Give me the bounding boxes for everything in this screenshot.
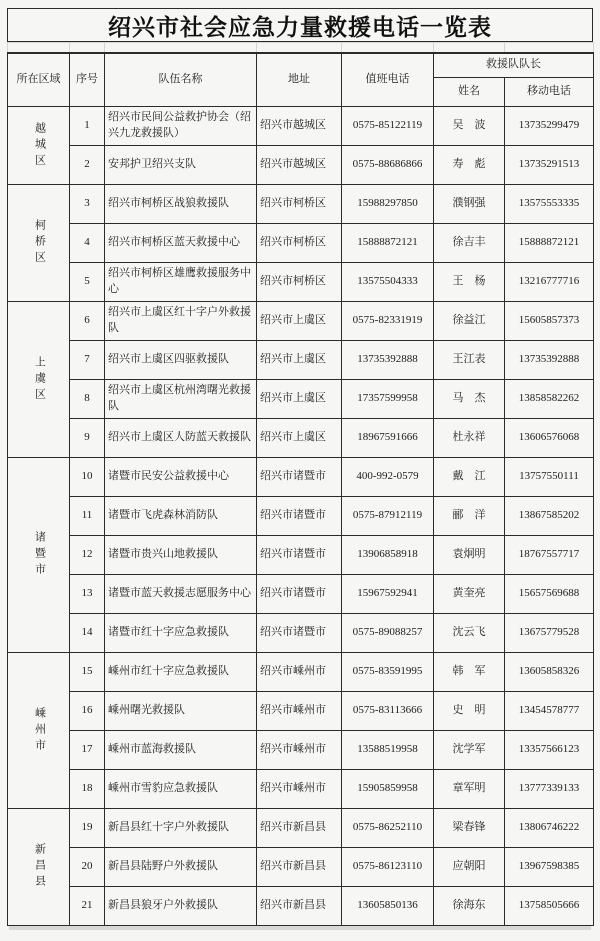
captain-name-cell: 戴 江 [434,458,505,497]
team-cell: 诸暨市民安公益救援中心 [105,458,257,497]
seq-cell: 19 [70,809,105,848]
captain-name-cell: 郦 洋 [434,497,505,536]
team-cell: 绍兴市上虞区人防蓝天救援队 [105,419,257,458]
captain-mobile-cell: 13357566123 [505,731,594,770]
duty-phone-cell: 0575-85122119 [342,107,434,146]
team-row [8,848,594,887]
captain-mobile-cell: 13967598385 [505,848,594,887]
seq-cell: 21 [70,887,105,926]
team-row [8,575,594,614]
captain-name-cell: 史 明 [434,692,505,731]
spacer-row [8,43,594,53]
captain-mobile-cell: 13575553335 [505,185,594,224]
captain-mobile-cell: 13606576068 [505,419,594,458]
duty-phone-cell: 17357599958 [342,380,434,419]
captain-name-cell: 马 杰 [434,380,505,419]
captain-mobile-cell: 13758505666 [505,887,594,926]
rescue-phone-table [7,42,594,926]
address-cell: 绍兴市柯桥区 [257,185,342,224]
team-row [8,380,594,419]
captain-name-cell: 徐益江 [434,302,505,341]
team-row [8,458,594,497]
captain-mobile-cell: 13454578777 [505,692,594,731]
duty-phone-cell: 0575-83113666 [342,692,434,731]
duty-phone-cell: 13605850136 [342,887,434,926]
team-row [8,731,594,770]
header-seq: 序号 [70,53,105,107]
team-cell: 诸暨市蓝天救援志愿服务中心 [105,575,257,614]
seq-cell: 4 [70,224,105,263]
team-row [8,146,594,185]
region-cell: 上虞区 [8,302,70,458]
team-cell: 绍兴市柯桥区雄鹰救援服务中心 [105,263,257,302]
team-cell: 嵊州曙光救援队 [105,692,257,731]
duty-phone-cell: 15888872121 [342,224,434,263]
captain-name-cell: 袁炯明 [434,536,505,575]
seq-cell: 2 [70,146,105,185]
captain-mobile-cell: 15657569688 [505,575,594,614]
captain-name-cell: 王江表 [434,341,505,380]
captain-name-cell: 吴 波 [434,107,505,146]
table-bottom-shadow [9,926,591,930]
captain-name-cell: 章军明 [434,770,505,809]
captain-name-cell: 徐吉丰 [434,224,505,263]
captain-mobile-cell: 13735291513 [505,146,594,185]
seq-cell: 20 [70,848,105,887]
team-row [8,770,594,809]
duty-phone-cell: 0575-83591995 [342,653,434,692]
team-cell: 新昌县红十字户外救援队 [105,809,257,848]
captain-name-cell: 杜永祥 [434,419,505,458]
team-cell: 嵊州市雪豹应急救援队 [105,770,257,809]
captain-mobile-cell: 13757550111 [505,458,594,497]
header-team: 队伍名称 [105,53,257,107]
duty-phone-cell: 0575-86252110 [342,809,434,848]
team-row [8,224,594,263]
address-cell: 绍兴市嵊州市 [257,770,342,809]
seq-cell: 3 [70,185,105,224]
captain-name-cell: 徐海东 [434,887,505,926]
address-cell: 绍兴市新昌县 [257,848,342,887]
captain-mobile-cell: 13675779528 [505,614,594,653]
captain-name-cell: 韩 军 [434,653,505,692]
address-cell: 绍兴市新昌县 [257,809,342,848]
address-cell: 绍兴市诸暨市 [257,536,342,575]
address-cell: 绍兴市诸暨市 [257,458,342,497]
team-row [8,497,594,536]
team-cell: 新昌县陆野户外救援队 [105,848,257,887]
header-address: 地址 [257,53,342,107]
team-row [8,809,594,848]
team-row [8,185,594,224]
seq-cell: 1 [70,107,105,146]
duty-phone-cell: 18967591666 [342,419,434,458]
seq-cell: 8 [70,380,105,419]
seq-cell: 18 [70,770,105,809]
captain-name-cell: 王 杨 [434,263,505,302]
header-captain-name: 姓名 [434,78,505,107]
captain-mobile-cell: 13806746222 [505,809,594,848]
table-header [8,43,594,107]
header-duty-phone: 值班电话 [342,53,434,107]
seq-cell: 6 [70,302,105,341]
header-region: 所在区域 [8,53,70,107]
team-cell: 诸暨市飞虎森林消防队 [105,497,257,536]
team-row [8,614,594,653]
address-cell: 绍兴市上虞区 [257,419,342,458]
team-cell: 绍兴市民间公益救护协会（绍兴九龙救援队） [105,107,257,146]
team-cell: 新昌县狼牙户外救援队 [105,887,257,926]
address-cell: 绍兴市上虞区 [257,380,342,419]
seq-cell: 17 [70,731,105,770]
captain-mobile-cell: 13605858326 [505,653,594,692]
duty-phone-cell: 15905859958 [342,770,434,809]
address-cell: 绍兴市上虞区 [257,302,342,341]
address-cell: 绍兴市嵊州市 [257,653,342,692]
table-title: 绍兴市社会应急力量救援电话一览表 [7,8,593,42]
seq-cell: 9 [70,419,105,458]
team-cell: 诸暨市贵兴山地救援队 [105,536,257,575]
team-row [8,341,594,380]
captain-mobile-cell: 15888872121 [505,224,594,263]
duty-phone-cell: 0575-89088257 [342,614,434,653]
team-cell: 嵊州市红十字应急救援队 [105,653,257,692]
header-captain-mobile: 移动电话 [505,78,594,107]
duty-phone-cell: 15967592941 [342,575,434,614]
captain-name-cell: 沈云飞 [434,614,505,653]
captain-name-cell: 应朝阳 [434,848,505,887]
duty-phone-cell: 400-992-0579 [342,458,434,497]
team-row [8,263,594,302]
region-cell: 诸暨市 [8,458,70,653]
seq-cell: 16 [70,692,105,731]
address-cell: 绍兴市越城区 [257,107,342,146]
address-cell: 绍兴市柯桥区 [257,224,342,263]
seq-cell: 13 [70,575,105,614]
address-cell: 绍兴市诸暨市 [257,614,342,653]
team-cell: 绍兴市柯桥区战狼救援队 [105,185,257,224]
captain-name-cell: 濮钢强 [434,185,505,224]
address-cell: 绍兴市嵊州市 [257,731,342,770]
address-cell: 绍兴市诸暨市 [257,575,342,614]
address-cell: 绍兴市上虞区 [257,341,342,380]
captain-mobile-cell: 13735392888 [505,341,594,380]
duty-phone-cell: 13735392888 [342,341,434,380]
region-cell: 柯桥区 [8,185,70,302]
captain-mobile-cell: 13867585202 [505,497,594,536]
duty-phone-cell: 0575-88686866 [342,146,434,185]
duty-phone-cell: 0575-86123110 [342,848,434,887]
team-row [8,887,594,926]
team-row [8,692,594,731]
team-cell: 嵊州市蓝海救援队 [105,731,257,770]
duty-phone-cell: 0575-82331919 [342,302,434,341]
address-cell: 绍兴市诸暨市 [257,497,342,536]
captain-mobile-cell: 13777339133 [505,770,594,809]
header-row-1 [8,53,594,78]
team-row [8,653,594,692]
address-cell: 绍兴市越城区 [257,146,342,185]
team-row [8,536,594,575]
duty-phone-cell: 13906858918 [342,536,434,575]
captain-name-cell: 寿 彪 [434,146,505,185]
team-cell: 安邦护卫绍兴支队 [105,146,257,185]
seq-cell: 5 [70,263,105,302]
team-row [8,302,594,341]
captain-mobile-cell: 18767557717 [505,536,594,575]
duty-phone-cell: 0575-87912119 [342,497,434,536]
team-row [8,107,594,146]
seq-cell: 11 [70,497,105,536]
team-cell: 绍兴市柯桥区蓝天救援中心 [105,224,257,263]
captain-mobile-cell: 15605857373 [505,302,594,341]
seq-cell: 7 [70,341,105,380]
header-captain-group: 救援队队长 [434,53,594,78]
team-cell: 绍兴市上虞区红十字户外救援队 [105,302,257,341]
team-cell: 诸暨市红十字应急救援队 [105,614,257,653]
duty-phone-cell: 15988297850 [342,185,434,224]
address-cell: 绍兴市新昌县 [257,887,342,926]
captain-name-cell: 黄奎亮 [434,575,505,614]
captain-mobile-cell: 13216777716 [505,263,594,302]
captain-mobile-cell: 13858582262 [505,380,594,419]
seq-cell: 10 [70,458,105,497]
region-cell: 嵊州市 [8,653,70,809]
seq-cell: 12 [70,536,105,575]
table-body [8,107,594,926]
address-cell: 绍兴市嵊州市 [257,692,342,731]
captain-name-cell: 沈学军 [434,731,505,770]
team-cell: 绍兴市上虞区杭州湾曙光救援队 [105,380,257,419]
team-cell: 绍兴市上虞区四驱救援队 [105,341,257,380]
team-row [8,419,594,458]
address-cell: 绍兴市柯桥区 [257,263,342,302]
seq-cell: 14 [70,614,105,653]
duty-phone-cell: 13575504333 [342,263,434,302]
captain-mobile-cell: 13735299479 [505,107,594,146]
region-cell: 越城区 [8,107,70,185]
region-cell: 新昌县 [8,809,70,926]
captain-name-cell: 梁春锋 [434,809,505,848]
duty-phone-cell: 13588519958 [342,731,434,770]
seq-cell: 15 [70,653,105,692]
